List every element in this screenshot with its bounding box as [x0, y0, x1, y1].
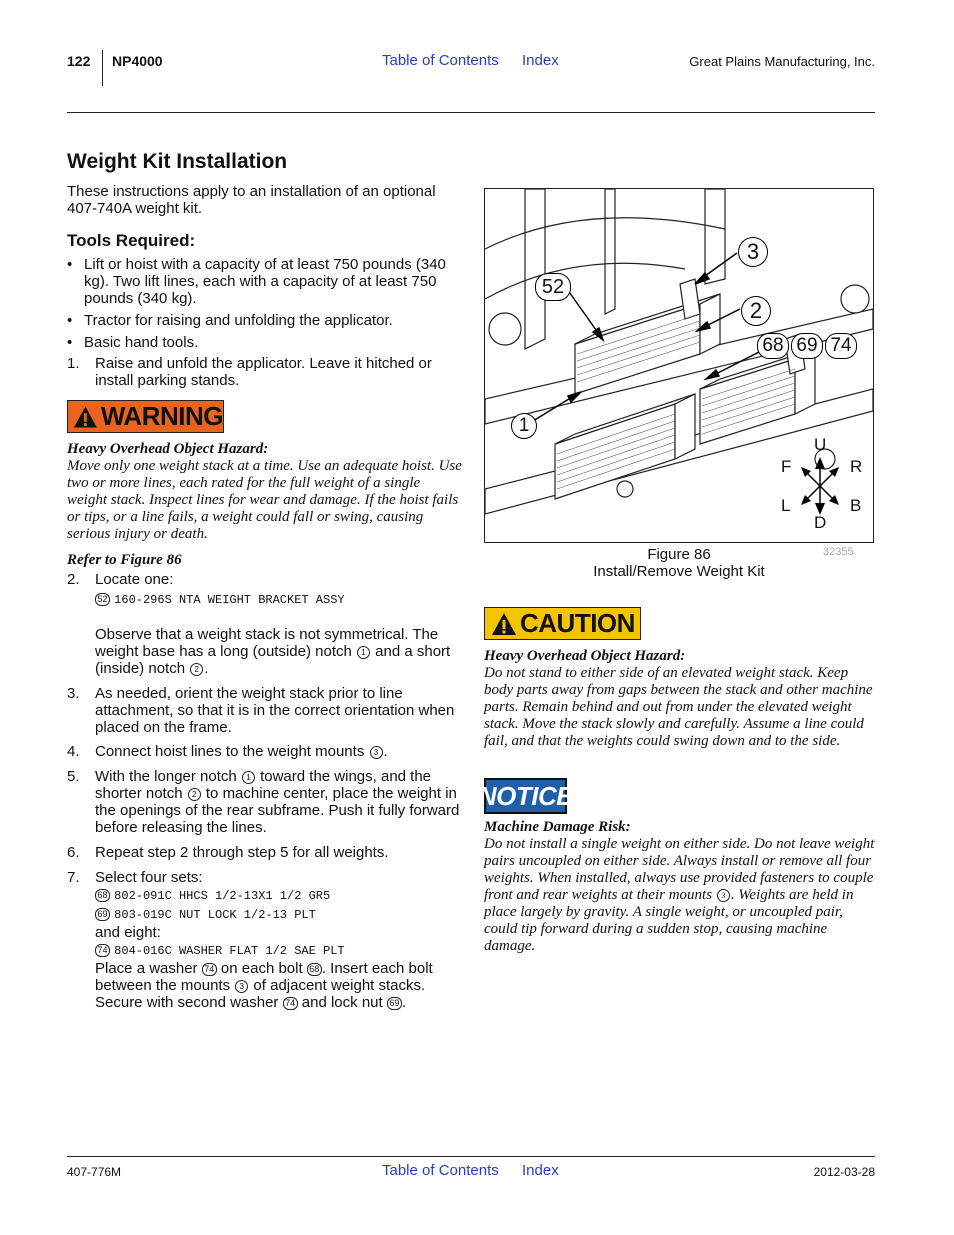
compass-rear-label: R [850, 457, 863, 476]
step-7-part: 68 802-091C HHCS 1/2-13X1 1/2 GR5 [67, 886, 462, 905]
tool-item: • Lift or hoist with a capacity of at least 750 pounds (340 kg). Two lift lines, each with a capacity of at least 750 pounds (340 kg). [67, 256, 446, 307]
callout-68: 68 [95, 889, 110, 902]
warning-text-block [67, 441, 462, 543]
step-7-part: 74 804-016C WASHER FLAT 1/2 SAE PLT [67, 941, 462, 960]
step-3: 3. As needed, orient the weight stack prior to line attachment, so that it is in the correct orientation when placed on the frame. [67, 685, 455, 736]
warning-label: WARNING [100, 401, 223, 431]
notice-label: NOTICE [477, 780, 574, 811]
intro-text: These instructions apply to an installation of an optional 407-740A weight kit. [67, 183, 436, 217]
step-7-note: Place a washer 74 on each bolt 68 . Insert each bolt between the mounts 3 of adjacent weight stacks. Secure with second washer 74 and lock nut 69 . [95, 960, 433, 1011]
callout-3: 3 [717, 889, 730, 902]
figure-number: Figure 86 [647, 546, 711, 563]
figure-callout-2: 2 [741, 296, 771, 326]
caution-heading: Heavy Overhead Object Hazard: [484, 648, 686, 664]
notice-body: Do not install a single weight on either side. Do not leave weight pairs uncoupled on either side. Always install or remove all four weights. When installed, always use provided fasteners to couple front and rear weights at their mounts 3 . Weights are held in place largely by gravity. A single weight, or uncoupled pair, could tip forward during a sudden stop, causing machine damage. [484, 836, 875, 954]
callout-2: 2 [190, 663, 203, 676]
caution-sign [484, 607, 641, 640]
step-7: 7. Select four sets: [67, 869, 203, 886]
model-name: NP4000 [112, 53, 163, 69]
tool-item: • Tractor for raising and unfolding the applicator. [67, 312, 393, 329]
footer-toc-link[interactable]: Table of Contents [382, 1162, 499, 1179]
warning-triangle-icon [73, 405, 98, 429]
notice-heading: Machine Damage Risk: [484, 819, 631, 835]
caution-text-block [484, 648, 876, 750]
footer-rule [67, 1156, 875, 1157]
toc-link[interactable]: Table of Contents [382, 52, 499, 69]
caution-label: CAUTION [520, 608, 635, 638]
steps-list [67, 571, 462, 1011]
step-1: 1. Raise and unfold the applicator. Leave it hitched or install parking stands. [67, 355, 432, 389]
footer-date: 2012-03-28 [813, 1165, 875, 1179]
figure-id: 32355 [823, 546, 854, 558]
caution-body: Do not stand to either side of an elevated weight stack. Keep body parts away from gaps between the stack and other machine parts. Remain behind and out from under the elevated weight stack. Move the stack slowly and carefully. Assume a line could fail, and that the weights could swing down and to the side. [484, 665, 873, 749]
step-4: 4. Connect hoist lines to the weight mounts 3 . [67, 743, 388, 760]
tool-item: • Basic hand tools. [67, 334, 199, 351]
compass-down-label: D [814, 513, 827, 532]
step-7-and: and eight: [95, 924, 161, 941]
tools-list [67, 256, 462, 389]
figure-callout-68: 68 [757, 333, 789, 359]
tools-heading: Tools Required: [67, 231, 196, 250]
part-number: 160-296S NTA WEIGHT BRACKET ASSY [114, 593, 345, 607]
callout-1: 1 [242, 771, 255, 784]
callout-52: 52 [95, 593, 110, 606]
warning-sign [67, 400, 224, 433]
callout-69: 69 [95, 908, 110, 921]
notice-text-block [484, 819, 876, 955]
header-rule [67, 112, 875, 113]
company-name: Great Plains Manufacturing, Inc. [689, 54, 875, 69]
figure-callout-3: 3 [738, 237, 768, 267]
warning-body: Move only one weight stack at a time. Use an adequate hoist. Use two or more lines, each rated for the full weight of a single weight stack. Inspect lines for wear and damage. If the hoist fails or tips, or a line fails, a weight could fall or swing, causing serious injury or death. [67, 458, 462, 542]
step-2: 2. Locate one: [67, 571, 174, 588]
notice-sign [477, 778, 574, 814]
warning-heading: Heavy Overhead Object Hazard: [67, 441, 269, 457]
figure-86-frame [484, 188, 874, 543]
caution-triangle-icon [491, 612, 517, 636]
figure-callout-1: 1 [511, 413, 537, 439]
step-5: 5. With the longer notch 1 toward the wings, and the shorter notch 2 to machine center, place the weight in the openings of the rear subframe. Push it fully forward before releasing the lines. [67, 768, 460, 836]
compass-back-label: B [850, 496, 862, 515]
doc-number: 407-776M [67, 1165, 122, 1179]
compass-front-label: F [781, 457, 792, 476]
step-7-part: 69 803-019C NUT LOCK 1/2-13 PLT [67, 905, 462, 924]
figure-callout-69: 69 [791, 333, 823, 359]
compass-up-label: U [814, 435, 827, 454]
index-link[interactable]: Index [522, 52, 559, 69]
compass-left-label: L [781, 496, 791, 515]
step-6: 6. Repeat step 2 through step 5 for all weights. [67, 844, 389, 861]
figure-callout-74: 74 [825, 333, 857, 359]
callout-1: 1 [357, 646, 370, 659]
step-2-part [67, 590, 462, 609]
footer-index-link[interactable]: Index [522, 1162, 559, 1179]
callout-3: 3 [370, 746, 383, 759]
figure-reference: Refer to Figure 86 [67, 552, 182, 568]
header-divider [102, 50, 103, 86]
figure-caption [484, 546, 874, 580]
callout-2: 2 [188, 788, 201, 801]
callout-74: 74 [95, 944, 110, 957]
figure-title: Install/Remove Weight Kit [593, 563, 765, 580]
page-number: 122 [67, 53, 91, 69]
section-title: Weight Kit Installation [67, 150, 288, 173]
figure-callout-52: 52 [535, 273, 571, 301]
compass-icon [801, 457, 839, 515]
weight-kit-illustration [485, 189, 873, 542]
step-2-note: Observe that a weight stack is not symmetrical. The weight base has a long (outside) notch 1 and a short (inside) notch 2 . [95, 626, 451, 677]
